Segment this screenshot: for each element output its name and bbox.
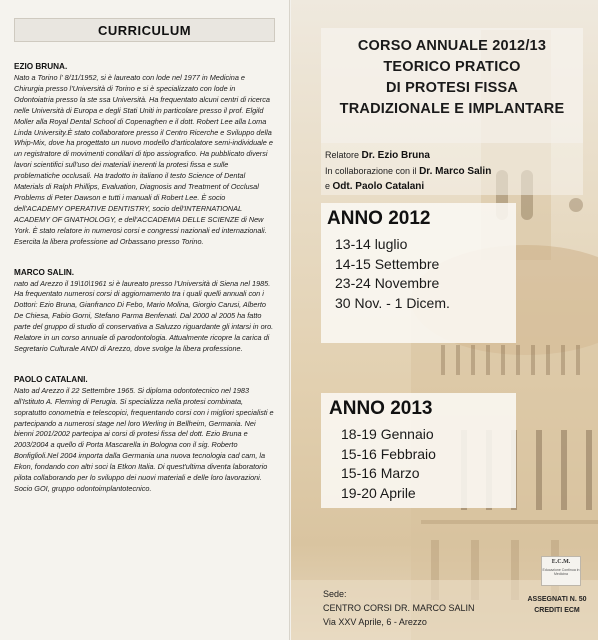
course-title-line: CORSO ANNUALE 2012/13 [357, 38, 547, 54]
date-line: 23-24 Novembre [335, 275, 440, 291]
date-line: 30 Nov. - 1 Dicem. [335, 294, 450, 311]
date-line: 15-16 Febbraio [341, 445, 436, 462]
bio-name: EZIO BRUNA. [14, 62, 68, 71]
bio-name: PAOLO CATALANI. [14, 374, 88, 384]
date-line: 13-14 luglio [335, 236, 408, 252]
odt-prefix: e [325, 181, 333, 191]
date-line: 19-20 Aprile [341, 484, 416, 501]
speakers-block [321, 143, 583, 195]
relatore-line [325, 148, 579, 164]
course-title-line: DI PROTESI FISSA [385, 80, 519, 96]
odt-line [325, 179, 579, 195]
course-cover-panel [291, 0, 598, 640]
curriculum-panel [0, 0, 290, 640]
date-line: 18-19 Gennaio [341, 426, 434, 442]
bio-name: MARCO SALIN. [14, 267, 75, 277]
relatore-name: Dr. Ezio Bruna [361, 150, 430, 161]
year-title: ANNO 2013 [329, 398, 433, 419]
year-title: ANNO 2012 [327, 208, 431, 229]
bio-paolo-catalani [14, 375, 275, 495]
year-2012-box [321, 203, 516, 343]
venue-label: Sede: [323, 589, 347, 599]
course-title-line: TRADIZIONALE E IMPLANTARE [339, 101, 565, 117]
venue-block [321, 585, 511, 629]
bio-text: Nato ad Arezzo il 22 Settembre 1965. Si diploma odontotecnico nel 1983 all'Istituto A. Fleming di Perugia. Si specializza nella protesi combinata, sopratutto conometria e telescopici, frequentando corsi con i migliori specialisti e partecipando a numerosi stage nel loro Werling in Bellheim, Germania. Nei bienni 2001/2002 partecipa ai corsi di protesi fissa del dott. Ezio Bruna e 2003/2004 a quello di Porta Mascarella in Bologna con il sig. Roberto Bonfiglioli.Nel 2004 importa dalla Germania una nuova tecnologia cad cam, la Ekon, fondando con altri soci la Etkon Italia. Di quest'ultima diventa laboratorio pilota collaborando per lo sviluppo dei nuovi materiali e delle loro lavorazioni. Socio GOI, gruppo odontoimplantotecnico. [14, 385, 274, 493]
year-2013-box [321, 393, 516, 508]
credits-assigned: ASSEGNATI N. 50 [527, 596, 587, 603]
collab-name: Dr. Marco Salin [419, 165, 492, 177]
course-title-box [321, 28, 583, 143]
bio-ezio-bruna [14, 62, 275, 248]
odt-name: Odt. Paolo Catalani [332, 181, 425, 192]
ecm-logo [541, 556, 581, 586]
ecm-logo-subtitle: Educazione Continua in Medicina [542, 568, 580, 576]
relatore-prefix: Relatore [325, 150, 362, 160]
bio-text: Nato a Torino l' 8/11/1952, si è laureato con lode nel 1977 in Medicina e Chirurgia presso l'Università di Torino e si è specializzato con lode in Odontoiatria presso la ste ssa Università. Ha frequentato alcuni centri di ricerca nelle Università di Europa e degli Stati Uniti in particolare presso il prof. Elgild Moller alla Royal Dental School di Copenaghen e il dott. Robert Lee alla Loma Linda University.È stato collaboratore presso il Centro Ricerche e Sviluppo della Whip-Mix, dove ha progettato un nuovo modello d'articolatore semi-individuale e un registratore di movimenti condilari di tipo assiografico. Ha pubblicato diversi lavori scientifici sull'uso dei materiali inerenti la protesi fissa e sulle problematiche occlusali. Ha tradotto in italiano il testo Science of Dental Materials di Ralph Phillips, Evaluation, Diagnosis and Treatment of Occlusal Problems di Peter Dawson e tutti i manuali di Robert Lee. È socio dell'ACADEMY OPERATIVE DENTISTRY, socio dell'INTERNATIONAL ACADEMY OF GNATHOLOGY, e dell'ACCADEMIA DELLE SCIENZE di New York. È stato relatore in numerosi corsi e congressi nazionali ed internazionali. Esercita la libera professione ad Orbassano presso Torino. [14, 73, 273, 246]
ecm-credits [524, 594, 590, 616]
course-title-line: TEORICO PRATICO [383, 59, 521, 75]
ecm-logo-text: E.C.M. [551, 559, 571, 565]
bio-marco-salin [14, 268, 275, 355]
curriculum-title: CURRICULUM [14, 18, 275, 42]
collaborator-line [325, 164, 579, 180]
collab-prefix: In collaborazione con il [325, 165, 420, 176]
date-line: 14-15 Settembre [335, 255, 440, 272]
venue-address: Via XXV Aprile, 6 - Arezzo [323, 617, 427, 627]
credits-label: CREDITI ECM [534, 607, 580, 614]
bio-text: nato ad Arezzo il 19\10\1961 si è laureato presso l'Università di Siena nel 1985. Ha frequentato numerosi corsi di aggiornamento tra i quali quelli annuali con i Dottori: Ezio Bruna, Gianfranco Di Febo, Mario Molina, Giorgio Carusi, Alberto De Chiesa, Fabio Gorni, Stefano Parma Benfenati. Dal 2000 al 2005 ha fatto parte del gruppo di studio di conservativa a Saluzzo riguardante gli intarsi in oro. Relatore in un corso annuale di parodontologia. Attualmente ricopre la carica di Segretario Culturale ANDI di Arezzo, dove svolge la libera professione. [14, 278, 274, 353]
venue-name: CENTRO CORSI DR. MARCO SALIN [323, 603, 475, 613]
date-line: 15-16 Marzo [341, 465, 420, 481]
